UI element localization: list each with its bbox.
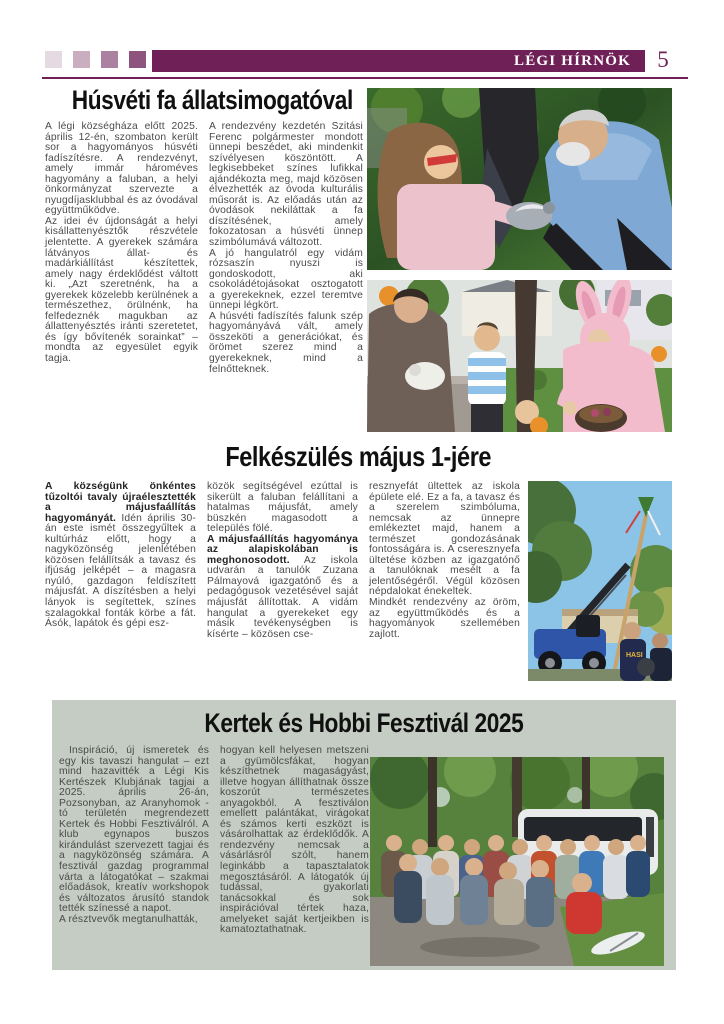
paragraph: közök segítségével ezúttal is sikerült a faluban felállítani a hatalmas májusfát, amely büszkén magasodott a település fölé.: [207, 481, 358, 535]
easter-col-2: [209, 122, 363, 375]
maypole-article-body: [45, 482, 520, 640]
festival-col-2: [220, 746, 369, 936]
paragraph: hogyan kell helyesen metszeni a gyümölcsfákat, hogyan készíthetnek magaságyást, illetve hogyan állíthatnak össze koszorút természetes anyagokból. A fesztiválon emellett palántákat, virágokat és számos kerti eszközt is vásárolhattak az érdeklődők. A rendezvény nemcsak a vásárlásról szólt, hanem leginkább a tapasztalatok megosztásáról. A látogatók új tudással, gyakorlati tanácsokkal és sok inspirációval tértek haza, amelyeket saját kertjeikben is kamatoztathatnak.: [220, 745, 369, 936]
easter-bunny-photo: [367, 280, 672, 432]
maypole-col-3: [369, 482, 520, 640]
maypole-col-2: [207, 482, 358, 640]
festival-group-photo: [370, 757, 664, 966]
page-number: 5: [657, 47, 669, 72]
paragraph: A községünk önkéntes tűzoltói tavaly újraélesztették a májusfaállítás hagyományát. Idén április 30-án este ismét összegyűltek a kultúrház előtt, hogy a nagyközönség jelenlétében közösen felállítsák a tavasz és ifjúság jelképét – a magasra nyúló, gazdagon feldíszített májusfát. A díszítésben a helyi lányok is segítettek, színes szalagokkal fonták körbe a fát. Ásók, lapátok és gépi esz-: [45, 481, 196, 630]
paragraph: Inspiráció, új ismeretek és egy kis tavaszi hangulat – ezt mind hazavitték a Légi Kis Kertészek Klubjának tagjai a 2025. április 26-án, Pozsonyban, az Aranyhomok -tó területén megrendezett Kertek és Hobbi Fesztiválról. A klub egynapos buszos kirándulást szervezett tagjai és a nagyközönség számára. A fesztivál gazdag programmal várta a látogatókat – szakmai előadások, kreatív workshopok és változatos árusító standok tették színessé a napot.: [59, 745, 209, 915]
header-rule: [42, 77, 688, 79]
paragraph: A rendezvény kezdetén Szitási Ferenc polgármester mondott ünnepi beszédet, aki mindenkit szívélyesen köszöntött. A legkisebbeket színes lufikkal ajándékozta meg, majd közösen élvezhették az óvoda kulturális műsorát is. Az előadás után az óvodások nekiláttak a fa díszítésének, amely fokozatosan a húsvéti ünnep szimbólumává változott.: [209, 121, 363, 249]
paragraph: A jó hangulatról egy vidám rózsaszín nyuszi is gondoskodott, aki csokoládétojásokat osztogatott a gyerekeknek, ezzel teremtve ünnepi légkört.: [209, 247, 363, 312]
deco-square-1: [45, 51, 62, 68]
maypole-article-title: Felkészülés május 1-jére: [225, 441, 492, 472]
lead-sentence: A májusfaállítás hagyománya az alapiskolában is meghonosodott.: [207, 533, 358, 566]
masthead-deco-squares: [45, 51, 146, 68]
lead-sentence: A községünk önkéntes tűzoltói tavaly újraélesztették a májusfaállítás hagyományát.: [45, 481, 196, 524]
easter-petting-photo-graphic: [367, 88, 672, 270]
paragraph: Mindkét rendezvény az öröm, az együttműködés és a hagyományok szellemében zajlott.: [369, 597, 520, 640]
festival-group-photo-graphic: [370, 757, 664, 966]
maypole-raising-photo-graphic: [528, 481, 672, 681]
easter-bunny-photo-graphic: [367, 280, 672, 432]
festival-article-body: [59, 746, 369, 936]
easter-article-body: [45, 122, 363, 375]
deco-square-4: [129, 51, 146, 68]
svg-text:HASI: HASI: [626, 652, 643, 659]
festival-article-box: [52, 700, 676, 970]
maypole-raising-photo: [528, 481, 672, 681]
easter-petting-photo: [367, 88, 672, 270]
paragraph: A májusfaállítás hagyománya az alapiskolában is meghonosodott. Az iskola udvarán a tanulók Zuzana Pálmayová igazgatónő és a pedagógusok vezetésével saját májusfát állítottak. A vidám hangulat a gyerekeket egy másik tevékenységben is kísérte – közösen cse-: [207, 533, 358, 640]
paragraph: A résztvevők megtanulhatták,: [59, 913, 198, 925]
deco-square-3: [101, 51, 118, 68]
paragraph: A húsvéti fadíszítés falunk szép hagyományává vált, amely összeköti a generációkat, és örömet szerez mind a gyerekeknek, mind a felnőtteknek.: [209, 310, 363, 375]
deco-square-2: [73, 51, 90, 68]
paragraph: A légi községháza előtt 2025. április 12-én, szombaton került sor a hagyományos húsvéti fadíszítésre. A rendezvényt, amely immár hároméves hagyomány a faluban, a helyi önkormányzat szervezte a nyugdíjasklubbal és az óvodával együttműködve.: [45, 121, 198, 217]
paragraph: Az idei év újdonságát a helyi kisállattenyésztők részvétele jelentette. A gyerekek számára látványos állat- és madárkiállítást készítettek, amely nagy érdeklődést váltott ki. „Azt szeretnénk, ha a gyerekek közelebb kerülnének a természethez, örülnénk, ha felfedeznék magukban az állattenyésztés iránti szeretetet, és így bővítenék sorainkat” – mondta az egyesület egyik tagja.: [45, 215, 198, 365]
easter-article-title: Húsvéti fa állatsimogatóval: [71, 85, 353, 115]
maypole-col-1: [45, 482, 196, 640]
festival-article-title: Kertek és Hobbi Fesztivál 2025: [204, 708, 524, 738]
festival-col-1: [59, 746, 209, 936]
paragraph: resznyefát ültettek az iskola épülete elé. Ez a fa, a tavasz és a szerelem szimbóluma, nemcsak az ünnepre emlékeztet majd, hanem a természet gondozásának fontosságára is. A cseresznyefa ültetése közben az igazgatónő a tanulóknak mesélt a fa jelentőségéről. Végül közösen népdalokat énekeltek.: [369, 481, 520, 598]
masthead-title: LÉGI HÍRNÖK: [152, 50, 645, 72]
easter-col-1: [45, 122, 198, 375]
